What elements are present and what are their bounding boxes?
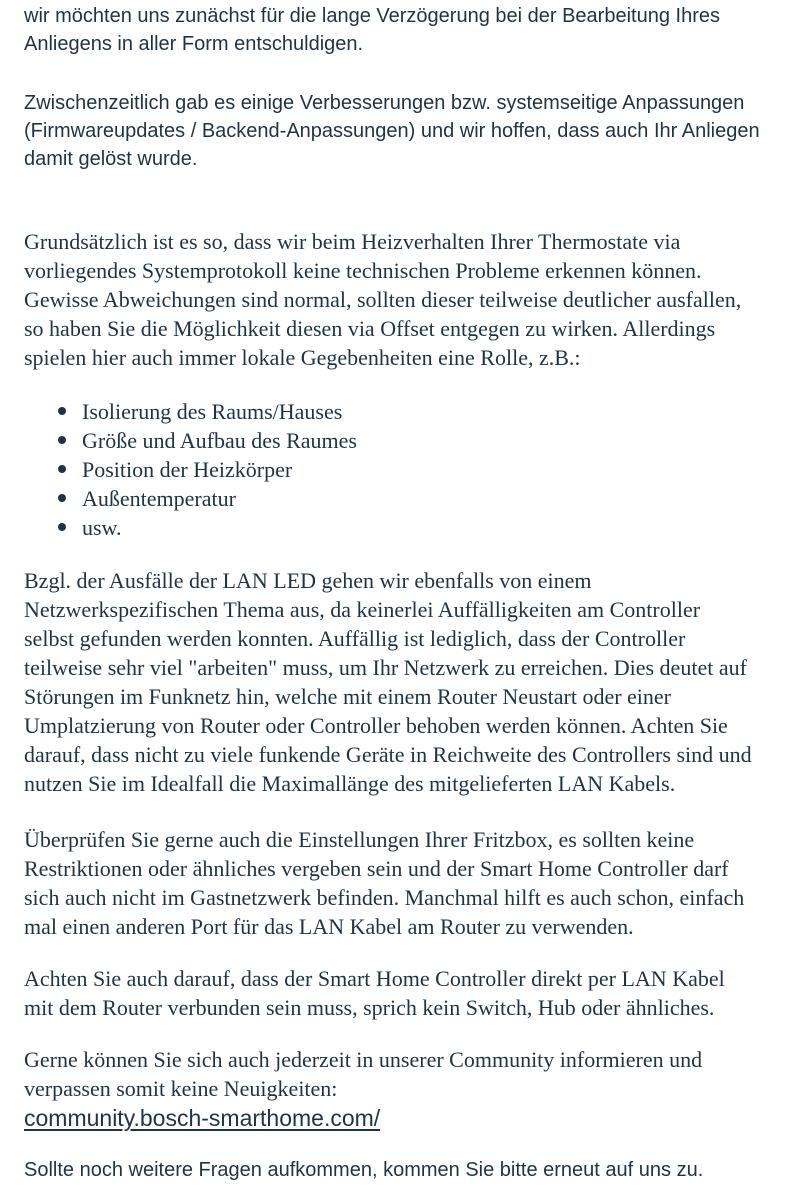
text-line: Grundsätzlich ist es so, dass wir beim Heizverhalten Ihrer Thermostate via xyxy=(24,229,681,254)
list-item-text: Außentemperatur xyxy=(82,486,236,511)
text-line: mit dem Router verbunden sein muss, sprich kein Switch, Hub oder ähnliches. xyxy=(24,995,715,1020)
community-link[interactable]: community.bosch-smarthome.com/ xyxy=(24,1105,381,1131)
apology-paragraph xyxy=(24,2,720,58)
text-line: Zwischenzeitlich gab es einige Verbesserungen bzw. systemseitige Anpassungen xyxy=(24,92,745,114)
text-line: vorliegendes Systemprotokoll keine technischen Probleme erkennen können. xyxy=(24,258,702,283)
text-line: damit gelöst wurde. xyxy=(24,148,198,170)
text-line: Anliegens in aller Form entschuldigen. xyxy=(24,33,364,55)
text-line: so haben Sie die Möglichkeit diesen via Offset entgegen zu wirken. Allerdings xyxy=(24,316,716,341)
text-line: (Firmwareupdates / Backend-Anpassungen) und wir hoffen, dass auch Ihr Anliegen xyxy=(24,120,760,142)
community-paragraph xyxy=(24,1045,702,1103)
text-line: Überprüfen Sie gerne auch die Einstellungen Ihrer Fritzbox, es sollten keine xyxy=(24,827,695,852)
list-item-text: usw. xyxy=(82,515,122,540)
list-item xyxy=(24,426,357,455)
text-line: Restriktionen oder ähnliches vergeben sein und der Smart Home Controller darf xyxy=(24,856,729,881)
bullet-icon xyxy=(58,436,66,444)
bullet-icon xyxy=(58,465,66,473)
text-line: Sollte noch weitere Fragen aufkommen, kommen Sie bitte erneut auf uns zu. xyxy=(24,1159,704,1181)
heating-paragraph xyxy=(24,227,741,372)
list-item xyxy=(24,513,357,542)
list-item-text: Größe und Aufbau des Raumes xyxy=(82,428,357,453)
bullet-icon xyxy=(58,494,66,502)
list-item-text: Isolierung des Raums/Hauses xyxy=(82,399,343,424)
list-item xyxy=(24,455,357,484)
text-line: teilweise sehr viel "arbeiten" muss, um Ihr Netzwerk zu erreichen. Dies deutet auf xyxy=(24,655,747,680)
bullet-icon xyxy=(58,407,66,415)
list-item xyxy=(24,397,357,426)
direct-connection-paragraph xyxy=(24,964,725,1022)
text-line: Umplatzierung von Router oder Controller behoben werden können. Achten Sie xyxy=(24,713,728,738)
text-line: mal einen anderen Port für das LAN Kabel am Router zu verwenden. xyxy=(24,914,634,939)
bullet-icon xyxy=(58,523,66,531)
text-line: Netzwerkspezifischen Thema aus, da keinerlei Auffälligkeiten am Controller xyxy=(24,597,701,622)
improvements-paragraph xyxy=(24,89,760,173)
factors-list xyxy=(24,397,357,542)
text-line: Bzgl. der Ausfälle der LAN LED gehen wir ebenfalls von einem xyxy=(24,568,592,593)
text-line: nutzen Sie im Idealfall die Maximallänge des mitgelieferten LAN Kabels. xyxy=(24,771,676,796)
text-line: Störungen im Funknetz hin, welche mit einem Router Neustart oder einer xyxy=(24,684,672,709)
text-line: selbst gefunden werden konnten. Auffällig ist lediglich, dass der Controller xyxy=(24,626,686,651)
text-line: Gewisse Abweichungen sind normal, sollten dieser teilweise deutlicher ausfallen, xyxy=(24,287,742,312)
list-item-text: Position der Heizkörper xyxy=(82,457,293,482)
list-item xyxy=(24,484,357,513)
closing-paragraph xyxy=(24,1156,703,1184)
fritzbox-paragraph xyxy=(24,825,744,941)
text-line: verpassen somit keine Neuigkeiten: xyxy=(24,1076,338,1101)
text-line: Achten Sie auch darauf, dass der Smart Home Controller direkt per LAN Kabel xyxy=(24,966,725,991)
lan-led-paragraph xyxy=(24,566,752,798)
text-line: darauf, dass nicht zu viele funkende Geräte in Reichweite des Controllers sind und xyxy=(24,742,752,767)
text-line: sich auch nicht im Gastnetzwerk befinden. Manchmal hilft es auch schon, einfach xyxy=(24,885,745,910)
text-line: wir möchten uns zunächst für die lange Verzögerung bei der Bearbeitung Ihres xyxy=(24,5,720,27)
text-line: spielen hier auch immer lokale Gegebenheiten eine Rolle, z.B.: xyxy=(24,345,581,370)
text-line: Gerne können Sie sich auch jederzeit in unserer Community informieren und xyxy=(24,1047,703,1072)
